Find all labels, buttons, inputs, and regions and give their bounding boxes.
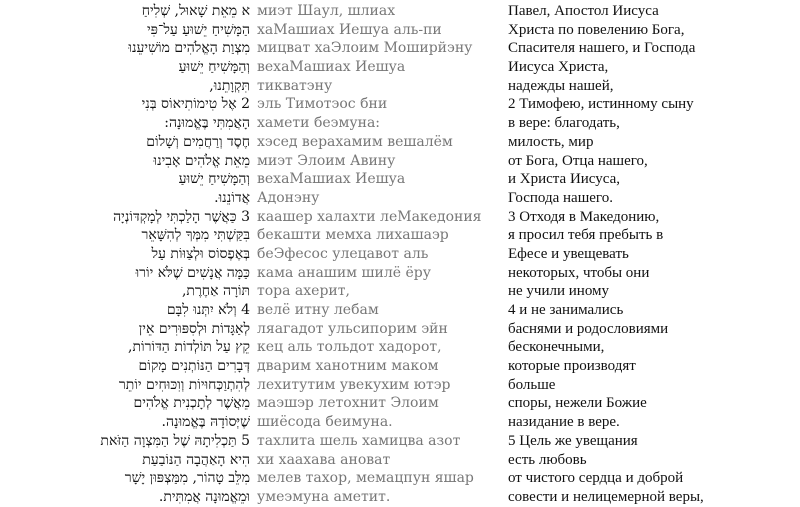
transliteration-line: беЭфесос улецавот аль (257, 245, 429, 262)
hebrew-line: 4 וְלֹא יִתְּנוּ לִבָּם (166, 302, 250, 318)
hebrew-line: דְּבָרִים הַנּוֹתְנִים מָקוֹם (138, 358, 250, 375)
transliteration-line: хи хаахава ановат (257, 451, 391, 468)
russian-line: не учили иному (508, 283, 610, 300)
transliteration-line: каашер халахти леМакедония (257, 208, 482, 225)
hebrew-line: תִּקְוָתֵנוּ, (209, 77, 250, 94)
hebrew-line: לְהִתְוַכְּחוּיוֹת וְוִכּוּחִים יוֹתֵר (118, 376, 250, 393)
russian-line: Павел, Апостол Иисуса (508, 3, 659, 19)
hebrew-line: 2 אֶל טִימוֹתִיאוֹס בְּנִי (141, 96, 250, 113)
hebrew-line: מִצְוַת הָאֱלֹהִים מוֹשִׁיעֵנוּ (128, 40, 250, 57)
russian-line: есть любовь (508, 451, 587, 468)
transliteration-line: мицват хаЭлоим Моширйэну (257, 40, 473, 57)
hebrew-line: אֲדוֹנֵנוּ. (214, 189, 250, 206)
hebrew-line: מֵאֲשֶׁר לְתָכְנִית אֱלֹהִים (133, 395, 250, 412)
russian-line: я просил тебя пребыть в (508, 227, 664, 244)
hebrew-line: חֶסֶד וְרַחֲמִים וְשָׁלוֹם (146, 133, 250, 150)
russian-line: Господа нашего. (508, 189, 613, 206)
russian-line: 2 Тимофею, истинному сыну (508, 96, 694, 113)
transliteration-line: ляагадот ульсипорим эйн (257, 320, 448, 337)
russian-line: милость, мир (508, 133, 594, 150)
hebrew-line: בִּקַּשְׁתִּי מִמְּךָ לְהִשָּׁאֵר (141, 227, 250, 244)
transliteration-line: тикватэну (257, 77, 333, 94)
transliteration-line: кама анашим шилё ёру (257, 264, 431, 281)
russian-line: больше (508, 376, 556, 393)
russian-line: назидание в вере. (508, 414, 620, 431)
transliteration-line: шиёсода беимуна. (257, 414, 393, 431)
hebrew-line: תּוֹרָה אַחֶרֶת, (181, 283, 250, 300)
transliteration-column (257, 2, 487, 507)
transliteration-line: маэшэр летохнит Элоим (257, 395, 439, 412)
hebrew-line: וְהַמָּשִׁיחַ יֵשׁוּעַ (178, 59, 250, 76)
transliteration-line: эль Тимотэос бни (257, 96, 388, 113)
hebrew-line: הָאֲמִתִּי בֶּאֱמוּנָה: (164, 115, 250, 132)
hebrew-line: קֵץ עַל תּוֹלְדוֹת הַדּוֹרוֹת, (128, 339, 250, 356)
russian-line: в вере: благодать, (508, 115, 620, 132)
russian-line: 4 и не занимались (508, 302, 624, 318)
transliteration-line: мелев тахор, мемацпун яшар (257, 470, 474, 487)
transliteration-line: хамети беэмуна: (257, 115, 381, 132)
russian-line: некоторых, чтобы они (508, 264, 650, 281)
hebrew-line: לְאַגָּדוֹת וּלְסִפּוּרִים אֵין (138, 320, 250, 337)
russian-line: Христа по повелению Бога, (508, 21, 685, 38)
transliteration-line: велё итну лебам (257, 302, 379, 318)
hebrew-line: מֵאֵת אֱלֹהִים אָבִינוּ (153, 152, 250, 169)
transliteration-line: кец аль тольдот хадорот, (257, 339, 442, 356)
hebrew-line: מִלֵּב טָהוֹר, מִמַּצְפּוּן יָשָׁר (124, 470, 250, 487)
russian-line: от чистого сердца и доброй (508, 470, 684, 487)
hebrew-line: בְּאֶפֶסוֹס וּלְצַוּוֹת עַל (151, 245, 250, 262)
transliteration-line: хэсед верахамим вешалём (257, 133, 453, 150)
hebrew-line: כַּמָּה אֲנָשִׁים שֶׁלֹּא יוֹרוּ (135, 264, 250, 281)
russian-line: которые производят (508, 358, 636, 375)
hebrew-line: וּמֵאֱמוּנָה אֲמִתִּית. (158, 488, 250, 505)
russian-line: баснями и родословиями (508, 320, 669, 337)
transliteration-line: дварим ханотним маком (257, 358, 439, 375)
russian-line: и Христа Иисуса, (508, 171, 621, 188)
hebrew-column (0, 2, 250, 507)
hebrew-line: הַמָּשִׁיחַ יֵשׁוּעַ עַל־פִּי (146, 21, 250, 38)
transliteration-line: миэт Элоим Авину (257, 152, 396, 169)
hebrew-line: שֶׁיְּסוֹדָהּ בֶּאֱמוּנָה. (161, 414, 250, 431)
hebrew-line: הִיא הָאַהֲבָה הַנּוֹבַעַת (142, 451, 250, 468)
hebrew-line: וְהַמָּשִׁיחַ יֵשׁוּעַ (178, 171, 250, 188)
russian-line: от Бога, Отца нашего, (508, 152, 648, 169)
hebrew-line: 5 תַּכְלִיתָהּ שֶׁל הַמִּצְוָה הַזֹּאת (100, 432, 250, 449)
russian-line: совести и нелицемерной веры, (508, 488, 704, 505)
transliteration-line: вехаМашиах Иешуа (257, 59, 406, 76)
transliteration-line: тахлита шель хамицва азот (257, 432, 461, 449)
transliteration-line: хаМашиах Иешуа аль-пи (257, 21, 442, 38)
transliteration-line: миэт Шаул, шлиах (257, 3, 396, 19)
transliteration-line: Адонэну (257, 189, 320, 206)
russian-line: бесконечными, (508, 339, 605, 356)
transliteration-line: умеэмуна аметит. (257, 488, 391, 505)
hebrew-line: א מֵאֵת שָׁאוּל, שְׁלִיחַ (141, 3, 250, 19)
transliteration-line: лехитутим увекухим ютэр (257, 376, 451, 393)
russian-line: 5 Цель же увещания (508, 432, 638, 449)
russian-column (508, 2, 798, 507)
russian-line: Ефесе и увещевать (508, 245, 629, 262)
hebrew-line: 3 כַּאֲשֶׁר הָלַכְתִּי לְמָקְדּוֹנְיָה (113, 208, 250, 225)
russian-line: 3 Отходя в Македонию, (508, 208, 660, 225)
russian-line: Спасителя нашего, и Господа (508, 40, 696, 57)
russian-line: надежды нашей, (508, 77, 614, 94)
transliteration-line: тора ахерит, (257, 283, 350, 300)
russian-line: споры, нежели Божие (508, 395, 647, 412)
transliteration-line: бекашти мемха лихашаэр (257, 227, 449, 244)
russian-line: Иисуса Христа, (508, 59, 609, 76)
transliteration-line: вехаМашиах Иешуа (257, 171, 406, 188)
